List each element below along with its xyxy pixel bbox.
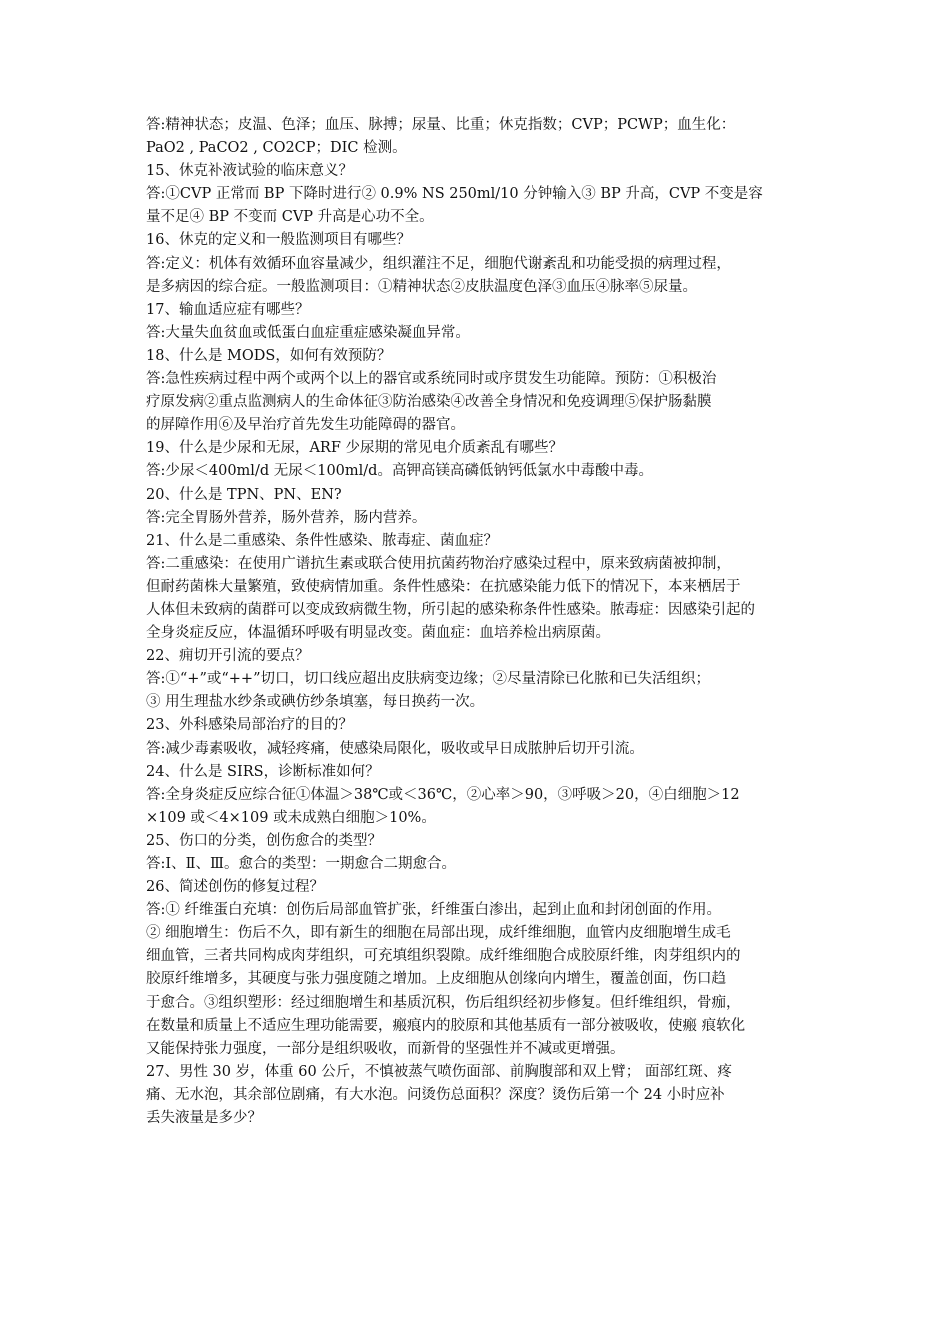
text-line: 细血管，三者共同构成肉芽组织，可充填组织裂隙。成纤维细胞合成胶原纤维，肉芽组织内的: [146, 948, 741, 965]
text-line: 丢失液量是多少？: [146, 1110, 262, 1127]
text-line: PaO2 , PaCO2 , CO2CP；DIC 检测。: [146, 140, 407, 157]
text-line: 答:全身炎症反应综合征①体温＞38℃或＜36℃，②心率＞90，③呼吸＞20，④白细胞＞12: [146, 786, 740, 803]
question-heading: 15、休克补液试验的临床意义？: [146, 163, 353, 180]
text-line: 答:①“+”或“++”切口，切口线应超出皮肤病变边缘；②尽量清除已化脓和已失活组织；: [146, 671, 710, 688]
text-line: 答:①CVP 正常而 BP 下降时进行② 0.9% NS 250ml/10 分钟输入③ BP 升高，CVP 不变是容: [146, 186, 763, 203]
question-heading: 19、什么是少尿和无尿，ARF 少尿期的常见电介质紊乱有哪些？: [146, 440, 564, 457]
text-line: 但耐药菌株大量繁殖，致使病情加重。条件性感染：在抗感染能力低下的情况下，本来栖居于: [146, 578, 741, 595]
text-line: 是多病因的综合症。一般监测项目：①精神状态②皮肤温度色泽③血压④脉率⑤尿量。: [146, 278, 697, 295]
text-line: 的屏障作用⑥及早治疗首先发生功能障碍的器官。: [146, 417, 465, 434]
text-line: 答:精神状态；皮温、色泽；血压、脉搏；尿量、比重；休克指数；CVP；PCWP；血生化：: [146, 117, 736, 133]
question-heading: 16、休克的定义和一般监测项目有哪些？: [146, 232, 411, 249]
document-page: [146, 114, 806, 1130]
question-heading: 20、什么是 TPN、PN、EN?: [146, 486, 342, 503]
text-line: ② 细胞增生：伤后不久，即有新生的细胞在局部出现，成纤维细胞，血管内皮细胞增生成毛: [146, 925, 731, 942]
question-heading: 23、外科感染局部治疗的目的？: [146, 717, 353, 734]
text-line: 于愈合。③组织塑形：经过细胞增生和基质沉积，伤后组织经初步修复。但纤维组织，骨痂，: [146, 994, 741, 1011]
text-line: 疗原发病②重点监测病人的生命体征③防治感染④改善全身情况和免疫调理⑤保护肠黏膜: [146, 394, 712, 411]
question-heading: 24、什么是 SIRS，诊断标准如何？: [146, 763, 380, 780]
text-line: 在数量和质量上不适应生理功能需要，瘢痕内的胶原和其他基质有一部分被吸收，使瘢 痕软化: [146, 1017, 746, 1034]
text-line: 答:Ⅰ、Ⅱ、Ⅲ。愈合的类型：一期愈合二期愈合。: [146, 856, 456, 872]
text-line: 量不足④ BP 不变而 CVP 升高是心功不全。: [146, 209, 434, 226]
text-line: 答:① 纤维蛋白充填：创伤后局部血管扩张，纤维蛋白渗出，起到止血和封闭创面的作用。: [146, 902, 721, 919]
text-line: 答:少尿＜400ml/d 无尿＜100ml/d。高钾高镁高磷低钠钙低氯水中毒酸中毒。: [146, 463, 653, 480]
question-heading: 18、什么是 MODS，如何有效预防？: [146, 347, 392, 364]
text-line: 痛、无水泡，其余部位剧痛，有大水泡。问烫伤总面积？深度？烫伤后第一个 24 小时应补: [146, 1086, 725, 1103]
question-heading: 27、男性 30 岁，体重 60 公斤，不慎被蒸气喷伤面部、前胸腹部和双上臂； 面部红斑、疼: [146, 1063, 732, 1080]
text-line: 人体但未致病的菌群可以变成致病微生物，所引起的感染称条件性感染。脓毒症：因感染引起的: [146, 601, 755, 618]
question-heading: 22、痈切开引流的要点？: [146, 648, 310, 665]
question-heading: 25、伤口的分类，创伤愈合的类型？: [146, 832, 382, 849]
text-line: 又能保持张力强度，一部分是组织吸收，而新骨的坚强性并不减或更增强。: [146, 1040, 625, 1057]
text-line: ×109 或＜4×109 或未成熟白细胞＞10%。: [146, 809, 436, 826]
text-line: 全身炎症反应，体温循环呼吸有明显改变。菌血症：血培养检出病原菌。: [146, 625, 610, 642]
question-heading: 17、输血适应症有哪些？: [146, 301, 310, 318]
text-line: 答:二重感染：在使用广谱抗生素或联合使用抗菌药物治疗感染过程中，原来致病菌被抑制，: [146, 555, 731, 572]
text-line: 答:减少毒素吸收，减轻疼痛，使感染局限化，吸收或早日成脓肿后切开引流。: [146, 740, 644, 757]
text-line: 答:大量失血贫血或低蛋白血症重症感染凝血异常。: [146, 324, 470, 341]
text-line: 答:急性疾病过程中两个或两个以上的器官或系统同时或序贯发生功能障。预防：①积极治: [146, 371, 717, 388]
question-heading: 21、什么是二重感染、条件性感染、脓毒症、菌血症？: [146, 532, 498, 549]
text-line: ③ 用生理盐水纱条或碘仿纱条填塞，每日换药一次。: [146, 694, 485, 711]
text-line: 答:定义：机体有效循环血容量减少，组织灌注不足，细胞代谢紊乱和功能受损的病理过程，: [146, 255, 731, 272]
question-heading: 26、简述创伤的修复过程？: [146, 879, 324, 896]
text-line: 胶原纤维增多，其硬度与张力强度随之增加。上皮细胞从创缘向内增生，覆盖创面，伤口趋: [146, 971, 726, 988]
text-line: 答:完全胃肠外营养，肠外营养，肠内营养。: [146, 509, 427, 526]
